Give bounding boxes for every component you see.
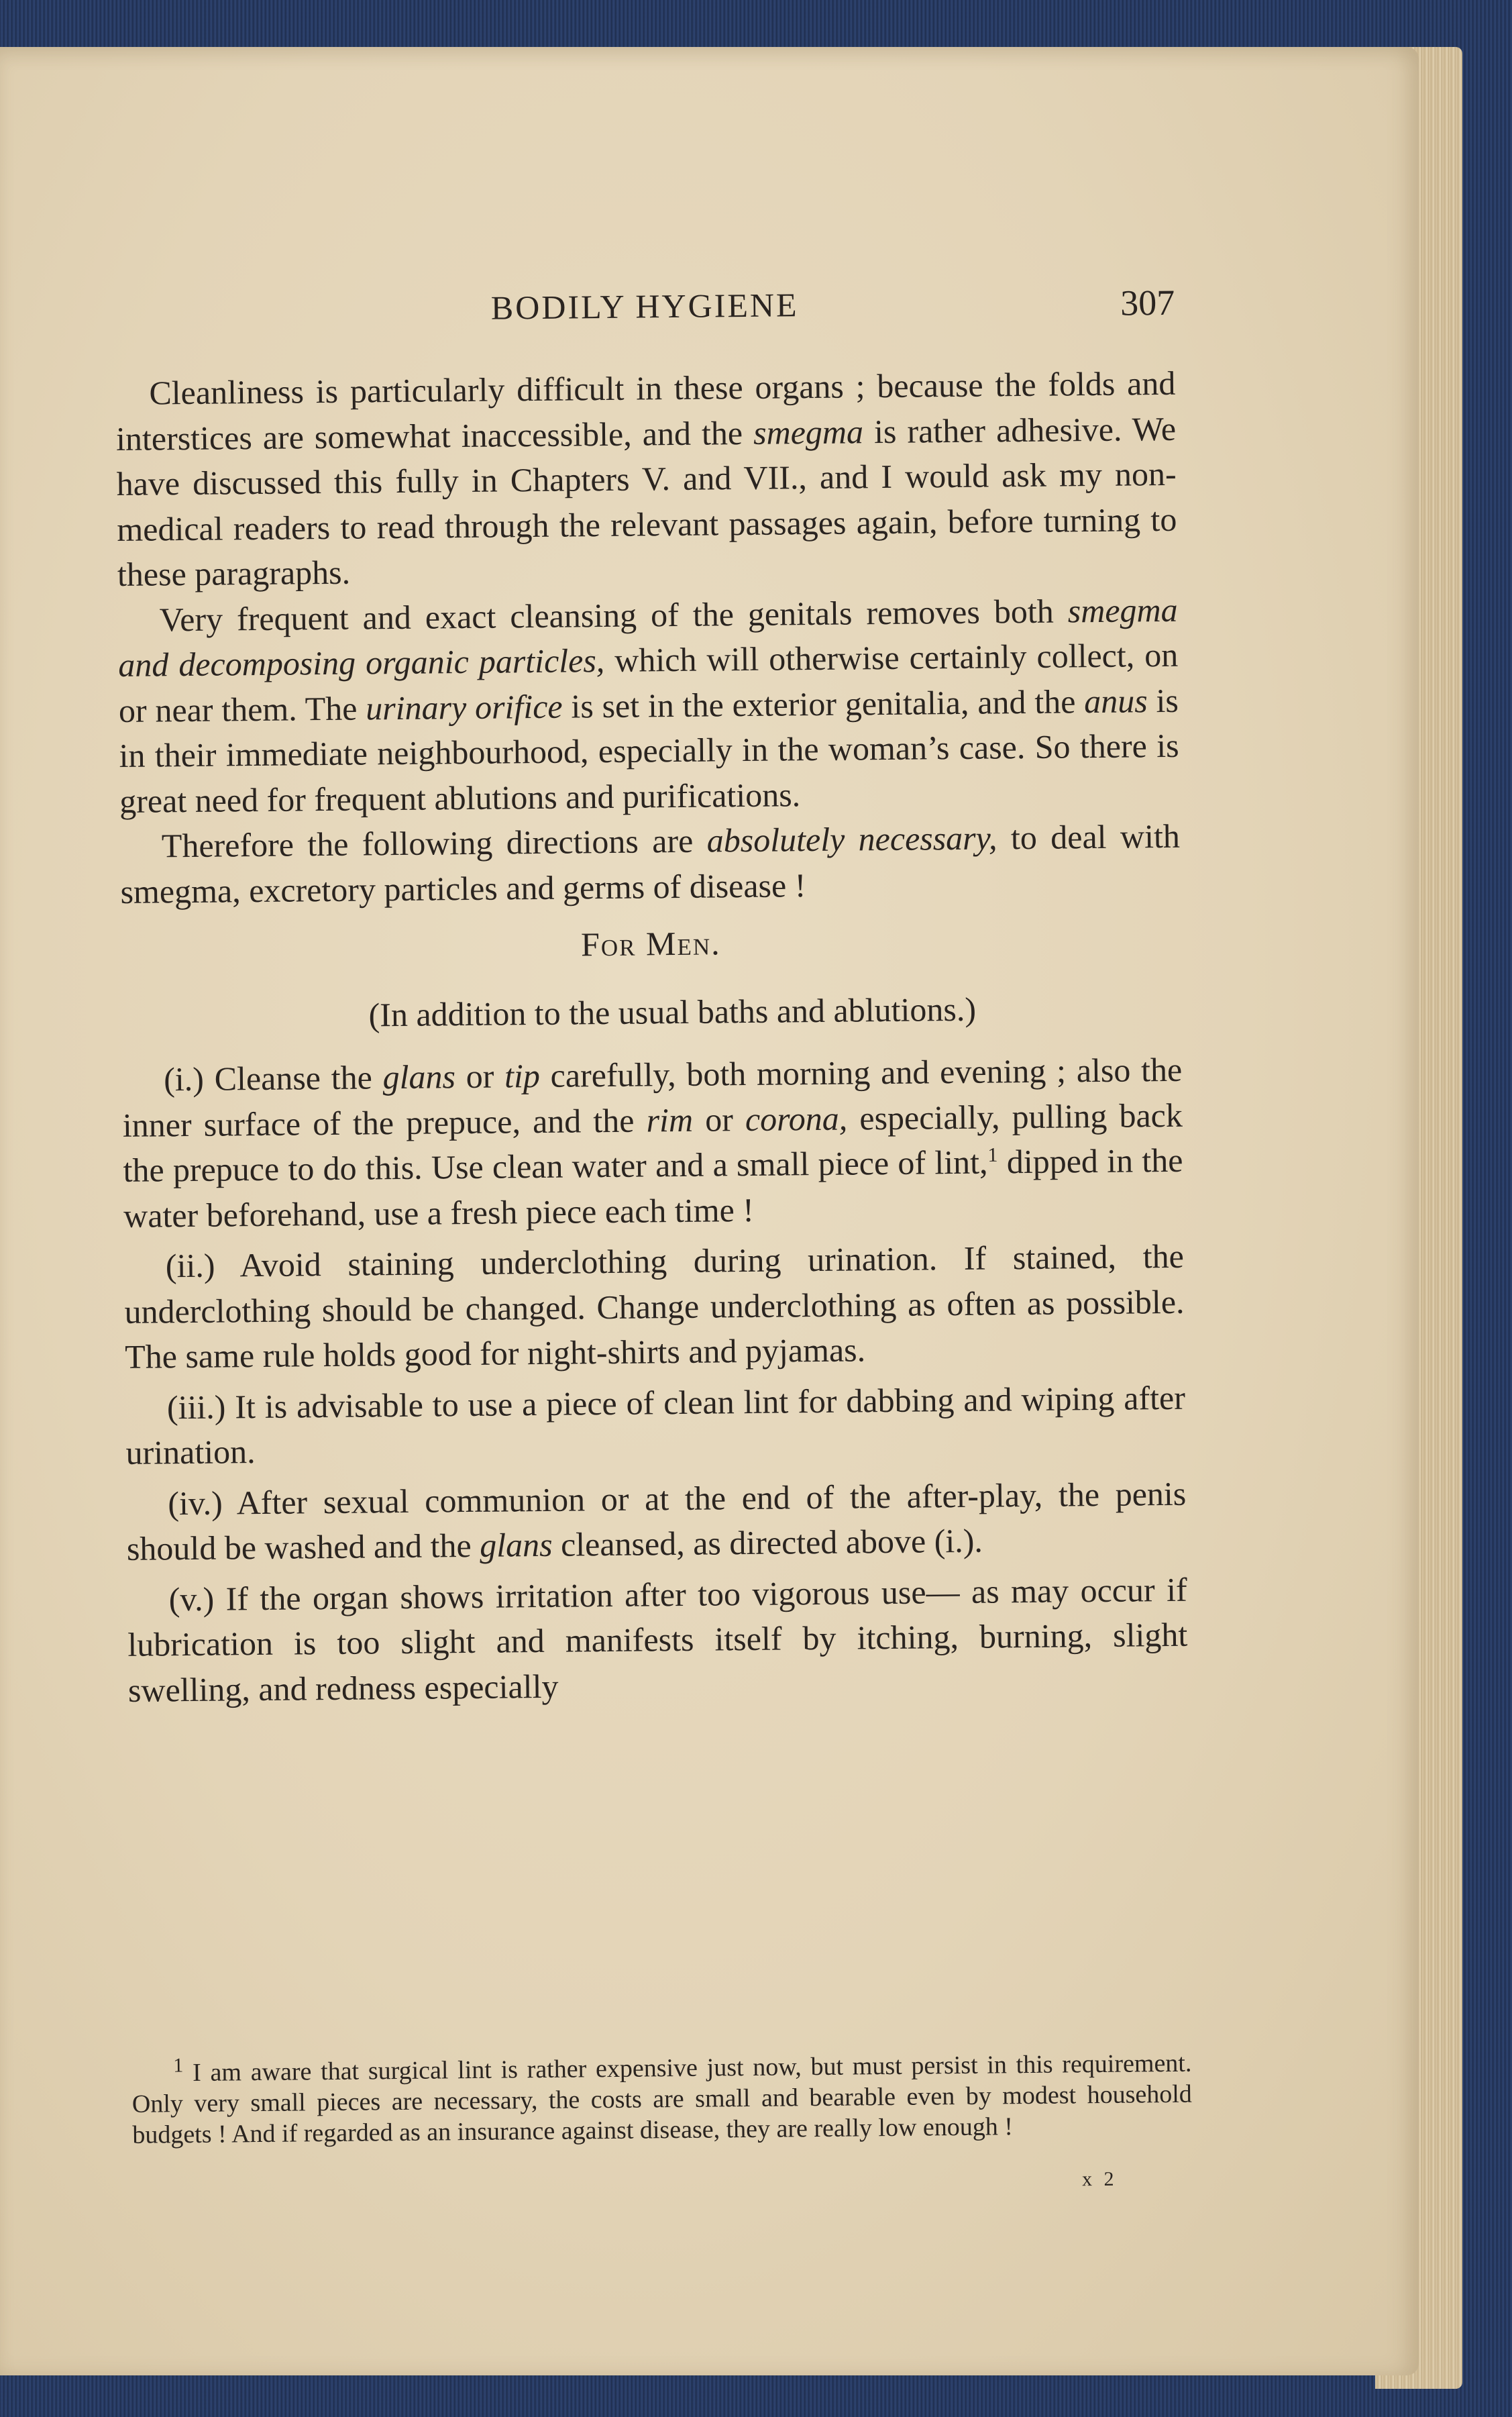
text-run: (iv.) After sexual communion or at the end of the after-play, the penis should be washed and the <box>126 1474 1187 1567</box>
text-run: especially, pulling back the prepuce to do this. Use clean water and a small piece of lint, <box>123 1096 1183 1189</box>
text-run: is set in the exterior genitalia, and the <box>562 682 1085 725</box>
intro-paragraphs <box>115 361 1181 915</box>
text-run: (v.) If the organ shows irritation after too vigorous use— as may occur if lubrication is too slight and manifests itself by itching, burning, slight swelling, and redness especially <box>127 1570 1188 1709</box>
book-page <box>0 47 1419 2375</box>
text-run: or <box>692 1100 746 1139</box>
text-run: (i.) Cleanse the <box>163 1058 383 1098</box>
text-run: Therefore the following directions are <box>161 821 707 865</box>
direction-iii <box>125 1375 1186 1476</box>
footnote <box>131 2048 1192 2151</box>
text-run: or <box>455 1057 505 1096</box>
body-text <box>115 361 1188 1718</box>
text-run: dipped in the water beforehand, use a fresh piece each time ! <box>123 1141 1183 1235</box>
text-run: carefully, both morning and evening ; also the inner surface of the prepuce, and the <box>122 1050 1183 1144</box>
directions-list <box>122 1047 1188 1713</box>
footnote-reference: 1 <box>987 1143 998 1166</box>
text-run: is rather adhesive. We have discussed this fully in Chapters V. and VII., and I would ask my non-medical readers to read through the relevant passages again, before turning to these paragraphs. <box>116 409 1177 593</box>
emphasis-text: urinary orifice <box>365 687 563 727</box>
footnote-body: I am aware that surgical lint is rather expensive just now, but must persist in this requirement. Only very small pieces are necessary, the costs are small and bearable even by modest household budgets ! And if regarded as an insurance against disease, they are really low enough ! <box>131 2049 1193 2149</box>
text-run: Cleanliness is particularly difficult in these organs ; because the folds and interstices are somewhat inaccessible, and the <box>115 364 1176 458</box>
section-note: (In addition to the usual baths and ablutions.) <box>368 990 977 1033</box>
text-run: (ii.) Avoid staining underclothing during urination. If stained, the underclothing should be changed. Change underclothing as often as possible. The same rule holds good for night-shirts and pyjamas. <box>124 1237 1185 1376</box>
paragraph-p1 <box>115 361 1177 598</box>
emphasis-text: corona, <box>745 1099 848 1138</box>
emphasis-text: anus <box>1083 681 1148 720</box>
emphasis-text: smegma <box>753 412 864 452</box>
paragraph-p2 <box>117 587 1179 824</box>
direction-iv <box>126 1471 1187 1572</box>
text-block <box>114 215 1193 2191</box>
direction-v <box>127 1567 1188 1713</box>
text-run: is in their immediate neighbourhood, especially in the woman’s case. So there is great need for frequent ablutions and purifications. <box>119 681 1179 820</box>
page-number: 307 <box>1120 282 1175 323</box>
running-title: BODILY HYGIENE <box>490 286 799 327</box>
emphasis-text: glans <box>382 1058 456 1096</box>
text-run: (iii.) It is advisable to use a piece of clean lint for dabbing and wiping after urination. <box>125 1378 1186 1472</box>
emphasis-text: absolutely necessary, <box>706 819 997 860</box>
direction-ii <box>124 1234 1185 1380</box>
footnote-text <box>131 2048 1192 2151</box>
paragraph-p3 <box>120 814 1181 915</box>
text-run: to deal with smegma, excretory particles and germs of disease ! <box>120 817 1181 911</box>
text-run: which will otherwise certainly collect, on or near them. The <box>118 635 1179 729</box>
emphasis-text: smegma and decomposing organic particles, <box>118 590 1178 684</box>
direction-i <box>122 1047 1184 1239</box>
emphasis-text: glans <box>479 1525 553 1564</box>
footnote-marker: 1 <box>173 2054 184 2077</box>
emphasis-text: rim <box>646 1100 694 1139</box>
section-title: For Men. <box>580 924 721 964</box>
running-head <box>114 215 1175 327</box>
emphasis-text: tip <box>504 1056 541 1095</box>
text-run: Very frequent and exact cleansing of the genitals removes both <box>159 591 1068 638</box>
signature-mark: x 2 <box>1081 2167 1118 2191</box>
text-run: cleansed, as directed above (i.). <box>552 1521 983 1563</box>
